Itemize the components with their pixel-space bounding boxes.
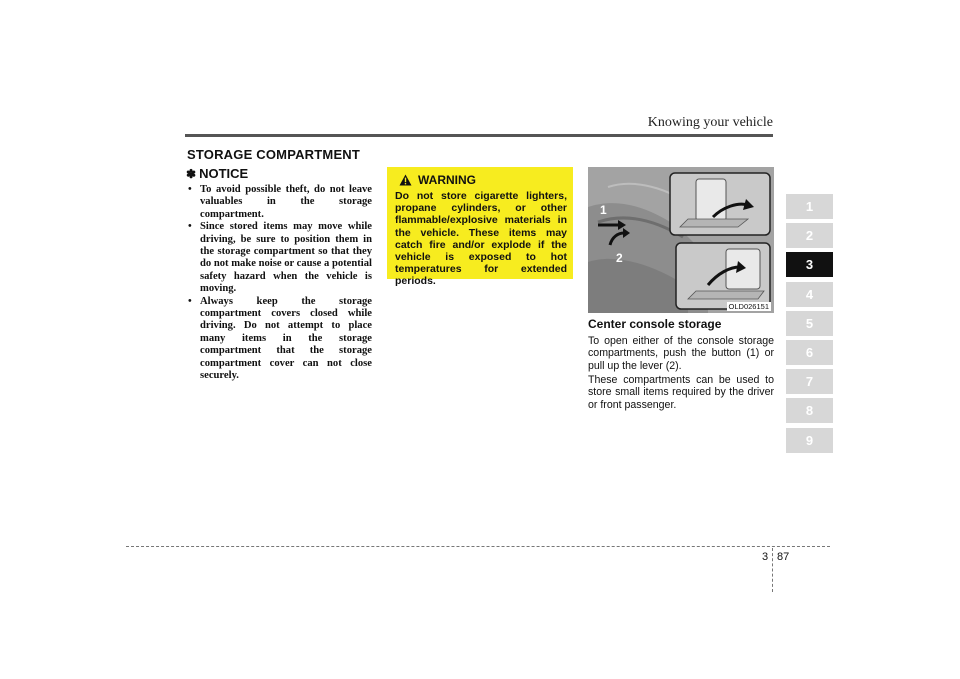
center-console-paragraph-2: These compartments can be used to store small items required by the driver or front passenger. (588, 374, 774, 411)
chapter-tabs (786, 194, 833, 457)
notice-mark-icon: ✽ (186, 167, 197, 181)
figure-code: OLD026151 (728, 302, 769, 311)
chapter-tab-1[interactable]: 1 (786, 194, 833, 219)
warning-label: WARNING (418, 173, 476, 187)
center-console-paragraph-1: To open either of the console storage compartments, push the button (1) or pull up the lever (2). (588, 335, 774, 372)
chapter-tab-6[interactable]: 6 (786, 340, 833, 365)
notice-list (186, 184, 372, 383)
notice-item: • To avoid possible theft, do not leave valuables in the storage compartment. (188, 184, 372, 220)
notice-label: NOTICE (199, 166, 249, 181)
callout-1: 1 (600, 203, 607, 217)
console-storage-figure (588, 167, 774, 313)
chapter-tab-3[interactable]: 3 (786, 252, 833, 277)
chapter-tab-4[interactable]: 4 (786, 282, 833, 307)
section-title: STORAGE COMPARTMENT (187, 147, 361, 162)
chapter-tab-2[interactable]: 2 (786, 223, 833, 248)
chapter-tab-9[interactable]: 9 (786, 428, 833, 453)
callout-2: 2 (616, 251, 623, 265)
page-number: 87 (777, 551, 790, 563)
warning-triangle-icon (399, 174, 412, 186)
chapter-tab-7[interactable]: 7 (786, 369, 833, 394)
chapter-tab-8[interactable]: 8 (786, 398, 833, 423)
notice-heading (186, 166, 248, 181)
footer-rule (126, 546, 830, 547)
console-illustration (588, 167, 774, 313)
running-header: Knowing your vehicle (647, 115, 773, 130)
page-chapter-number: 3 (762, 551, 769, 563)
chapter-tab-5[interactable]: 5 (786, 311, 833, 336)
notice-item: • Since stored items may move while driving, be sure to position them in the storage compartment so that they do not make noise or cause a potential safety hazard when the vehicle is moving. (188, 221, 372, 295)
warning-text: Do not store cigarette lighters, propane cylinders, or other flammable/explosive materials in the vehicle. These items may catch fire and/or explode if the vehicle is exposed to hot temperatures for extended periods. (395, 190, 567, 288)
warning-heading (399, 173, 567, 187)
notice-item: • Always keep the storage compartment covers closed while driving. Do not attempt to place many items in the storage compartment that the storage compartment cover can not close securely. (188, 295, 372, 382)
header-rule (185, 134, 773, 137)
page-number-divider (772, 548, 773, 592)
warning-box (387, 167, 573, 288)
center-console-heading: Center console storage (588, 317, 722, 331)
